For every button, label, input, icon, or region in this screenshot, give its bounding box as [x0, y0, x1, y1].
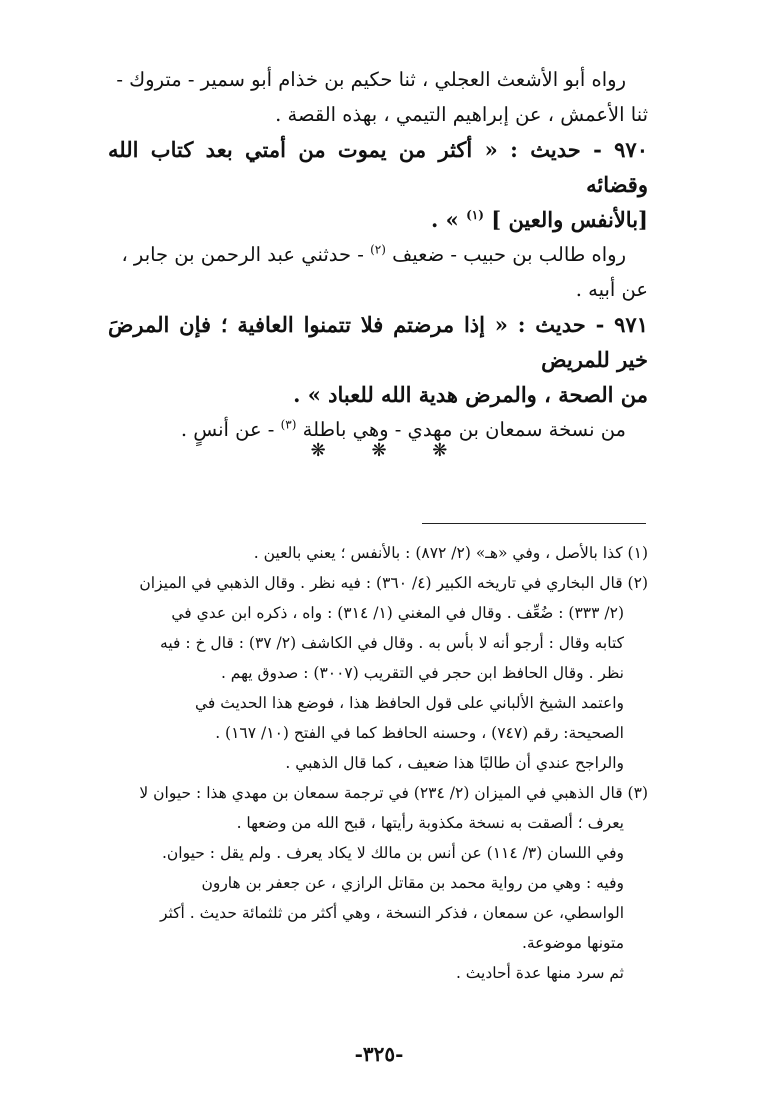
footnote-text: نظر . وقال الحافظ ابن حجر في التقريب (٣٠٠٧) : صدوق يهم . — [220, 664, 624, 682]
hadith-text-end: » . — [431, 207, 459, 232]
text-line: رواه أبو الأشعث العجلي ، ثنا حكيم بن خذام أبو سمير - متروك - — [116, 68, 626, 91]
footnote-text: ثم سرد منها عدة أحاديث . — [455, 964, 624, 982]
footnote-text: يعرف ؛ ألصقت به نسخة مكذوبة رأيتها ، قبح الله من وضعها . — [236, 814, 624, 832]
footnote-text: والراجح عندي أن طالبًا هذا ضعيف ، كما قال الذهبي . — [285, 754, 624, 772]
narration-paragraph-1 — [108, 62, 648, 132]
footnote-text: (٢/ ٣٣٣) : ضُعِّف . وقال في المغني (١/ ٣١٤) : واه ، ذكره ابن عدي في — [171, 604, 624, 622]
hadith-970 — [108, 132, 648, 237]
footnote-2-continued — [108, 598, 648, 778]
footnote-ref-2[interactable]: (٢) — [370, 242, 386, 257]
footnote-text: الصحيحة: رقم (٧٤٧) ، وحسنه الحافظ كما في الفتح (١٠/ ١٦٧) . — [215, 724, 624, 742]
footnote-3-continued — [108, 808, 648, 988]
footnote-text: واعتمد الشيخ الألباني على قول الحافظ هذا ، فوضع هذا الحديث في — [194, 694, 624, 712]
footnote-divider — [422, 523, 646, 524]
footnote-text: وفي اللسان (٣/ ١١٤) عن أنس بن مالك لا يكاد يعرف . ولم يقل : حيوان. — [161, 844, 624, 862]
footnotes — [108, 538, 648, 988]
text-line: عن أبيه . — [575, 278, 648, 301]
footnote-text: متونها موضوعة. — [521, 934, 624, 952]
star-ornament-icon: ❋ — [432, 440, 448, 461]
text-line: من نسخة سمعان بن مهدي - وهي باطلة — [302, 418, 626, 441]
text-line: - عن أنسٍ . — [180, 418, 275, 441]
text-line: - حدثني عبد الرحمن بن جابر ، — [121, 243, 364, 266]
star-ornament-icon: ❋ — [371, 440, 387, 461]
hadith-text-line: [بالأنفس والعين ] — [491, 207, 648, 232]
main-text — [108, 62, 648, 447]
footnote-text: (٣) قال الذهبي في الميزان (٢/ ٢٣٤) في ترجمة سمعان بن مهدي هذا : حيوان لا — [139, 784, 648, 802]
footnote-text: وفيه : وهي من رواية محمد بن مقاتل الرازي ، عن جعفر بن هارون — [201, 874, 624, 892]
hadith-text-line: ٩٧٠ - حديث : « أكثر من يموت من أمتي بعد كتاب الله وقضائه — [108, 137, 648, 197]
text-line: رواه طالب بن حبيب - ضعيف — [392, 243, 626, 266]
footnote-1 — [108, 538, 648, 568]
hadith-971 — [108, 307, 648, 412]
hadith-text-line: ٩٧١ - حديث : « إذا مرضتم فلا تتمنوا العافية ؛ فإن المرضَ خير للمريض — [108, 312, 648, 372]
hadith-text-line: من الصحة ، والمرض هدية الله للعباد » . — [293, 382, 648, 407]
footnote-2 — [108, 568, 648, 598]
text-line: ثنا الأعمش ، عن إبراهيم التيمي ، بهذه القصة . — [275, 103, 648, 126]
footnote-ref-3[interactable]: (٣) — [280, 417, 297, 432]
footnote-text: الواسطي، عن سمعان ، فذكر النسخة ، وهي أكثر من ثلثمائة حديث . أكثر — [159, 904, 624, 922]
footnote-text: (١) كذا بالأصل ، وفي «هـ» (٢/ ٨٧٢) : بالأنفس ؛ يعني بالعين . — [253, 544, 648, 562]
footnote-text: كتابه وقال : أرجو أنه لا بأس به . وقال في الكاشف (٢/ ٣٧) : قال خ : فيه — [160, 634, 624, 652]
footnote-text: (٢) قال البخاري في تاريخه الكبير (٤/ ٣٦٠) : فيه نظر . وقال الذهبي في الميزان — [139, 574, 648, 592]
star-ornament-icon: ❋ — [310, 440, 326, 461]
footnote-ref-1[interactable]: (١) — [466, 208, 484, 222]
footnote-3 — [108, 778, 648, 808]
section-separator — [0, 440, 758, 461]
narration-paragraph-2 — [108, 237, 648, 307]
page-number: -٣٢٥- — [354, 1042, 404, 1066]
